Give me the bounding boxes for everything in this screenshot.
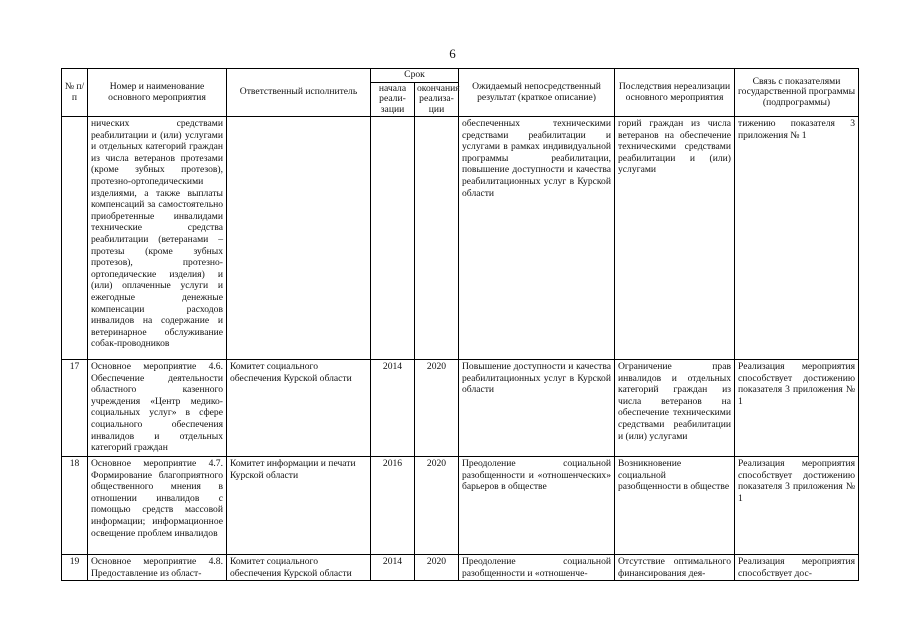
- header-end: окончания реализа-ции: [415, 83, 459, 117]
- row-result: обеспеченных техническими средствами реабилитации и услугами в рамках индивидуальной программы реабилитации, повышение доступности и качества реабилитационных услуг в Курской области: [459, 117, 615, 360]
- table-row: [62, 555, 859, 581]
- row-name: нических средствами реабилитации и (или) услугами и отдельных категорий граждан из числа ветеранов протезами (кроме зубных протезов), протезно-ортопедическими изделиями, а также выплаты компенсаций за самостоятельно приобретенные инвалидами технические средства реабилитации (ветеранами – протезы (кроме зубных протезов), протезно-ортопедические изделия) и (или) оплаченные услуги и ежегодные денежные компенсации расходов инвалидов на содержание и ветеринарное обслуживание собак-проводников: [88, 117, 227, 360]
- row-start: [371, 117, 415, 360]
- row-consequences: Возникновение социальной разобщенности в обществе: [615, 457, 735, 555]
- header-link: Связь с показателями государственной программы (подпрограммы): [735, 69, 859, 117]
- page-number: 6: [449, 46, 456, 61]
- row-num: 17: [62, 360, 88, 457]
- row-link: тижению показателя 3 приложения № 1: [735, 117, 859, 360]
- row-name: Основное мероприятие 4.7. Формирование благоприятного общественного мнения в отношении инвалидов с помощью средств массовой информации; информационное освещение проблем инвалидов: [88, 457, 227, 555]
- row-num: 18: [62, 457, 88, 555]
- row-result: Преодоление социальной разобщенности и «отношенче-: [459, 555, 615, 581]
- header-num: № п/п: [62, 69, 88, 117]
- row-executor: Комитет информации и печати Курской области: [227, 457, 371, 555]
- header-term: Срок: [371, 69, 459, 83]
- row-start: 2016: [371, 457, 415, 555]
- header-result: Ожидаемый непосредственный результат (краткое описание): [459, 69, 615, 117]
- row-consequences: Ограничение прав инвалидов и отдельных категорий граждан из числа ветеранов на обеспечение техническими средствами реабилитации и (или) услугами: [615, 360, 735, 457]
- row-end: 2020: [415, 457, 459, 555]
- row-end: 2020: [415, 555, 459, 581]
- row-end: [415, 117, 459, 360]
- row-num: 19: [62, 555, 88, 581]
- row-start: 2014: [371, 360, 415, 457]
- table-row: [62, 360, 859, 457]
- row-link: Реализация мероприятия способствует дос-: [735, 555, 859, 581]
- row-start: 2014: [371, 555, 415, 581]
- row-result: Преодоление социальной разобщенности и «отношенческих» барьеров в обществе: [459, 457, 615, 555]
- row-executor: [227, 117, 371, 360]
- table-row: [62, 457, 859, 555]
- row-end: 2020: [415, 360, 459, 457]
- header-consequences: Последствия нереализации основного мероприятия: [615, 69, 735, 117]
- row-result: Повышение доступности и качества реабилитационных услуг в Курской области: [459, 360, 615, 457]
- row-link: Реализация мероприятия способствует достижению показателя 3 приложения № 1: [735, 457, 859, 555]
- row-executor: Комитет социального обеспечения Курской области: [227, 555, 371, 581]
- header-start: начала реали-зации: [371, 83, 415, 117]
- row-name: Основное мероприятие 4.6. Обеспечение деятельности областного казенного учреждения «Центр медико-социальных услуг» в сфере социального обеспечения инвалидов и отдельных категорий граждан: [88, 360, 227, 457]
- row-consequences: горий граждан из числа ветеранов на обеспечение техническими средствами реабилитации и (или) услугами: [615, 117, 735, 360]
- row-consequences: Отсутствие оптимального финансирования дея-: [615, 555, 735, 581]
- header-name: Номер и наименование основного мероприятия: [88, 69, 227, 117]
- row-num: [62, 117, 88, 360]
- measures-table: [61, 68, 859, 581]
- row-name: Основное мероприятие 4.8. Предоставление из област-: [88, 555, 227, 581]
- row-link: Реализация мероприятия способствует достижению показателя 3 приложения № 1: [735, 360, 859, 457]
- table-row: [62, 117, 859, 360]
- header-executor: Ответственный исполнитель: [227, 69, 371, 117]
- row-executor: Комитет социального обеспечения Курской области: [227, 360, 371, 457]
